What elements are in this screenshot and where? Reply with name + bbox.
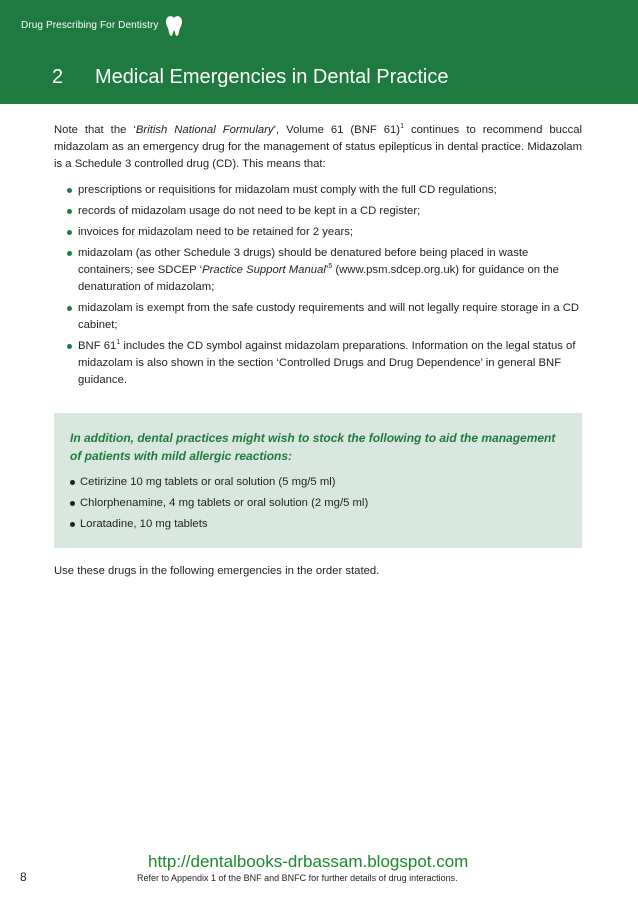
midazolam-requirements-list xyxy=(54,182,582,389)
bullet-icon xyxy=(70,501,75,506)
list-item: midazolam is exempt from the safe custody requirements and will not legally require storage in a CD cabinet; xyxy=(67,300,582,334)
chapter-header-band xyxy=(0,0,638,104)
bullet-icon xyxy=(70,480,75,485)
bullet-icon xyxy=(67,251,72,256)
allergy-drugs-box xyxy=(54,413,582,548)
bullet-icon xyxy=(67,188,72,193)
list-item: midazolam (as other Schedule 3 drugs) should be denatured before being placed in waste containers; see SDCEP ‘Practice Support Manual’$^5$ (www.psm.sdcep.org.uk) for guidance on the denaturation of midazolam; xyxy=(67,245,582,296)
list-item: Loratadine, 10 mg tablets xyxy=(70,516,566,533)
closing-paragraph: Use these drugs in the following emergencies in the order stated. xyxy=(54,565,380,577)
page-number: 8 xyxy=(20,870,27,884)
intro-paragraph: Note that the ‘British National Formulary’, Volume 61 (BNF 61)$^1$ continues to recommend buccal midazolam as an emergency drug for the management of status epilepticus in dental practice. Midazolam is a Schedule 3 controlled drug (CD). This means that: xyxy=(54,123,583,170)
watermark-url[interactable]: http://dentalbooks-drbassam.blogspot.com xyxy=(148,852,469,871)
list-item: Cetirizine 10 mg tablets or oral solution (5 mg/5 ml) xyxy=(70,474,566,491)
main-text xyxy=(54,122,582,393)
allergy-drugs-list xyxy=(70,474,566,533)
chapter-number: 2 xyxy=(52,66,64,88)
list-item: BNF $61^1$ includes the CD symbol against midazolam preparations. Information on the legal status of midazolam is also shown in the section ‘Controlled Drugs and Drug Dependence’ in general BNF guidance. xyxy=(67,338,582,389)
footnote: Refer to Appendix 1 of the BNF and BNFC for further details of drug interactions. xyxy=(137,873,458,883)
bullet-icon xyxy=(67,209,72,214)
tooth-icon xyxy=(164,15,184,37)
bullet-icon xyxy=(67,344,72,349)
list-item: records of midazolam usage do not need to be kept in a CD register; xyxy=(67,203,582,220)
chapter-title: Medical Emergencies in Dental Practice xyxy=(95,66,449,88)
running-head: Drug Prescribing For Dentistry xyxy=(21,20,159,31)
list-item: invoices for midazolam need to be retained for 2 years; xyxy=(67,224,582,241)
list-item: prescriptions or requisitions for midazolam must comply with the full CD regulations; xyxy=(67,182,582,199)
bullet-icon xyxy=(67,230,72,235)
box-heading: In addition, dental practices might wish to stock the following to aid the management of patients with mild allergic reactions: xyxy=(70,431,556,463)
bullet-icon xyxy=(70,522,75,527)
list-item: Chlorphenamine, 4 mg tablets or oral solution (2 mg/5 ml) xyxy=(70,495,566,512)
bullet-icon xyxy=(67,306,72,311)
